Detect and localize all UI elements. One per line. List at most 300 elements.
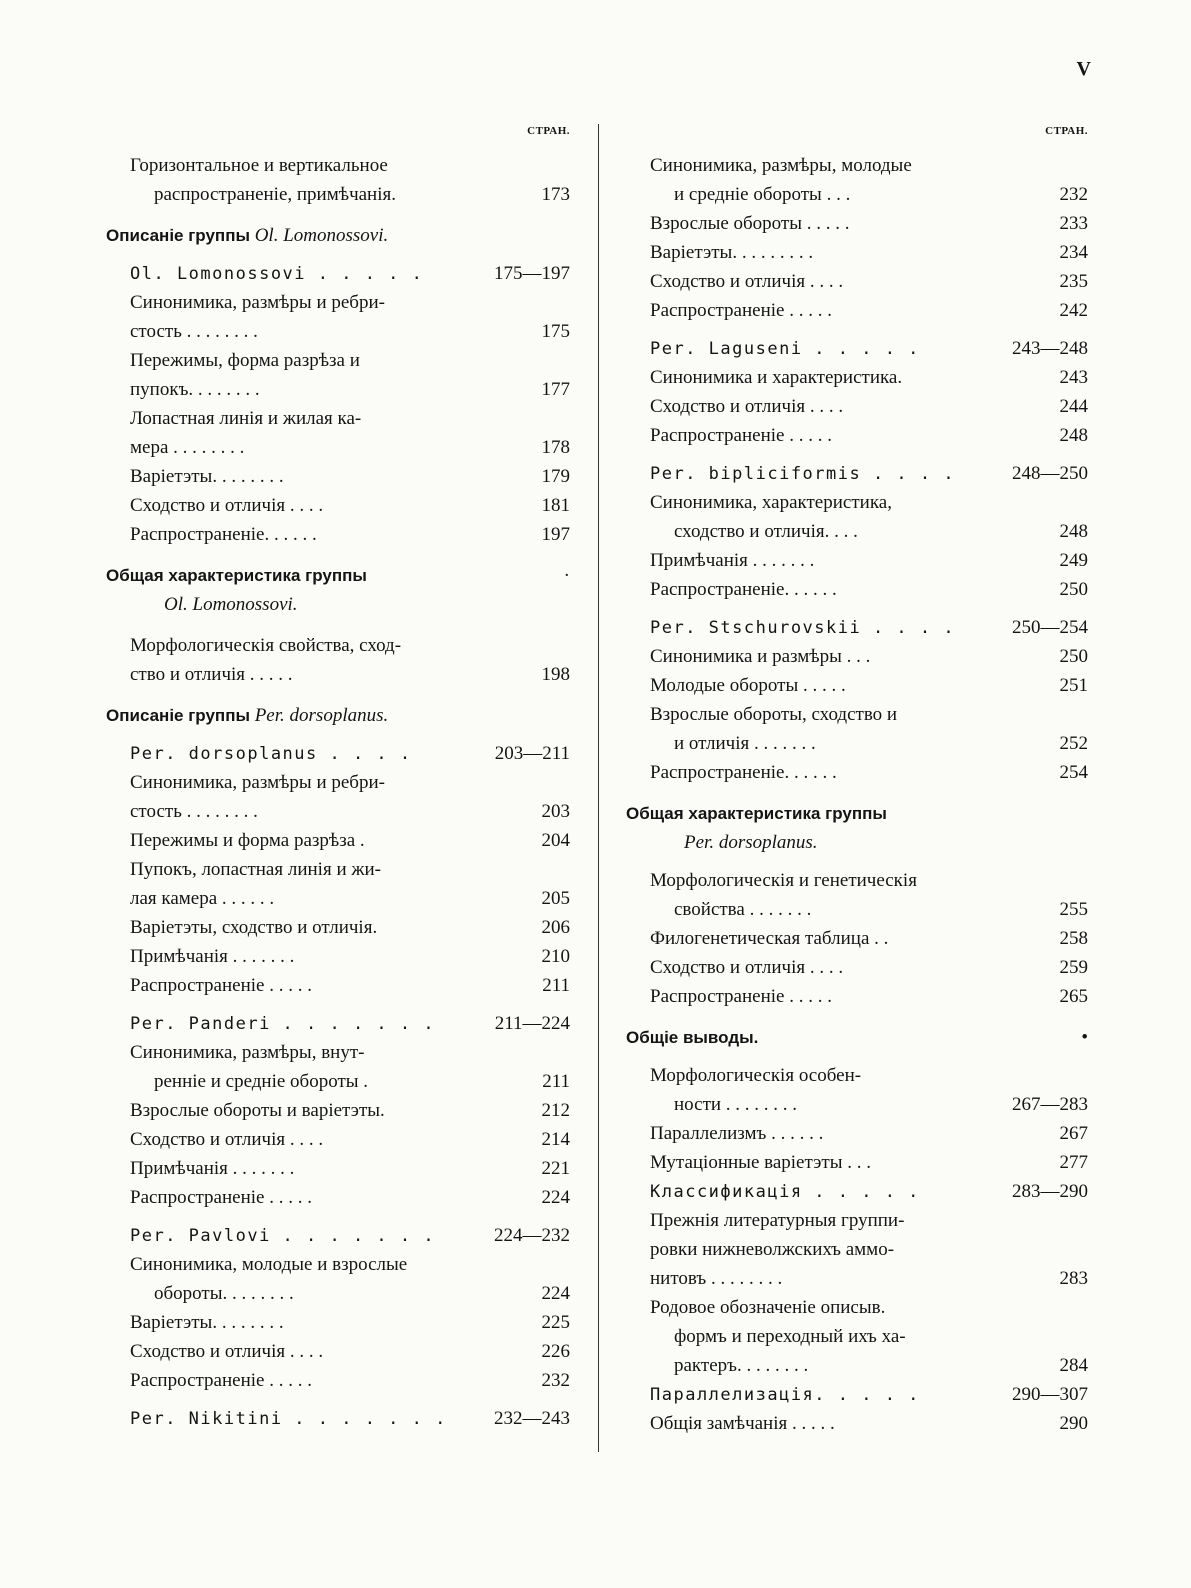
toc-entry-label: Синонимика и характеристика.: [650, 367, 903, 388]
page-number: 210: [541, 946, 570, 967]
section-heading: [106, 590, 570, 619]
toc-entry: [106, 346, 570, 375]
toc-entry-label: Распространеніе . . . . .: [130, 975, 312, 996]
toc-entry-text: [650, 895, 984, 924]
toc-entry: [106, 739, 570, 768]
toc-entry-text: [130, 1010, 466, 1039]
page-column-label: СТРАН.: [1045, 125, 1088, 137]
toc-entry-text: [130, 1067, 466, 1096]
toc-column-left: [106, 124, 570, 1433]
page-number: 277: [1059, 1152, 1088, 1173]
page-number: 249: [1059, 550, 1088, 571]
toc-entry-text: [650, 614, 984, 643]
toc-entry-label: Per. Stschurovskii . . . .: [650, 618, 956, 638]
section-heading: [626, 828, 1088, 857]
toc-entry-text: [650, 575, 984, 604]
toc-entry-text: [650, 1409, 984, 1438]
page-number: 283: [1059, 1268, 1088, 1289]
toc-entry-label: ровки нижневолжскихъ аммо-: [650, 1239, 895, 1260]
toc-entry-label: свойства . . . . . . .: [674, 899, 812, 920]
toc-entry-text: [650, 488, 984, 517]
toc-entry: [106, 1125, 570, 1154]
toc-entry-label: и отличія . . . . . . .: [674, 733, 816, 754]
toc-entry-label: сходство и отличія. . . .: [674, 521, 858, 542]
toc-entry-label: Синонимика и размѣры . . .: [650, 646, 871, 667]
toc-entry-text: [650, 180, 984, 209]
toc-entry: [626, 334, 1088, 363]
toc-entry: [106, 1183, 570, 1212]
toc-entry-text: [130, 631, 466, 660]
toc-entry-text: [130, 1308, 466, 1337]
toc-entry-label: ренніе и средніе обороты .: [154, 1071, 369, 1092]
toc-entry-text: [130, 1250, 466, 1279]
toc-entry: [106, 520, 570, 549]
toc-entry: [106, 1009, 570, 1038]
toc-entry-label: Морфологическія и генетическія: [650, 870, 917, 891]
toc-entry: [106, 491, 570, 520]
toc-entry-text: [650, 546, 984, 575]
toc-entry-label: Параллелизація. . . . .: [650, 1385, 920, 1405]
column-divider: [598, 124, 599, 1452]
toc-entry: [106, 259, 570, 288]
page-number: 233: [1059, 213, 1088, 234]
toc-entry: [626, 267, 1088, 296]
toc-entry-text: [650, 517, 984, 546]
page-number: 259: [1059, 957, 1088, 978]
toc-entry-label: стость . . . . . . . .: [130, 321, 258, 342]
toc-entry-label: Взрослые обороты, сходство и: [650, 704, 898, 725]
toc-entry-label: Per. Nikitini . . . . . . .: [130, 1409, 447, 1429]
toc-entry-text: [130, 433, 466, 462]
toc-entry-text: [130, 1038, 466, 1067]
toc-entry-text: [650, 1293, 984, 1322]
toc-entry-label: Описаніе группы: [106, 706, 255, 725]
toc-entry-text: [130, 1279, 466, 1308]
page-number: 214: [541, 1129, 570, 1150]
toc-entry-label: Per. Panderi . . . . . . .: [130, 1014, 436, 1034]
toc-entry: [626, 613, 1088, 642]
page-number: 250—254: [1012, 617, 1088, 638]
toc-entry-text: [650, 700, 984, 729]
page-number: 198: [541, 664, 570, 685]
toc-entry-label: Per. dorsoplanus . . . .: [130, 744, 412, 764]
toc-entry-label: Per. bipliciformis . . . .: [650, 464, 956, 484]
page-number: 226: [541, 1341, 570, 1362]
toc-entry-text: [130, 913, 466, 942]
toc-entry-text: [626, 1023, 984, 1052]
toc-entry: [626, 758, 1088, 787]
toc-entry: [106, 660, 570, 689]
page-number: •: [1081, 1027, 1088, 1048]
toc-entry-text: [650, 1264, 984, 1293]
toc-entry-text: [650, 671, 984, 700]
toc-entry: [626, 238, 1088, 267]
toc-entry-label: и средніе обороты . . .: [674, 184, 851, 205]
toc-entry: [626, 459, 1088, 488]
page-number: 235: [1059, 271, 1088, 292]
toc-entry-label: Сходство и отличія . . . .: [650, 957, 844, 978]
page-number: 211: [542, 975, 570, 996]
toc-entry-text: [650, 151, 984, 180]
toc-entry-text: [650, 1235, 984, 1264]
toc-entry: [106, 855, 570, 884]
toc-entry: [626, 1322, 1088, 1351]
toc-entry-label: Общая характеристика группы: [106, 566, 367, 585]
toc-entry: [106, 1250, 570, 1279]
toc-entry-label: Прежнія литературныя группи-: [650, 1210, 905, 1231]
spacer: [106, 1000, 570, 1009]
toc-entry-text: [650, 335, 984, 364]
toc-entry-text: [130, 462, 466, 491]
toc-entry-text: [650, 460, 984, 489]
page-number: 232: [541, 1370, 570, 1391]
section-heading: [626, 1023, 1088, 1052]
toc-entry-label: Пережимы и форма разрѣза .: [130, 830, 365, 851]
toc-entry-label: пупокъ. . . . . . . .: [130, 379, 260, 400]
toc-entry: [106, 768, 570, 797]
toc-column-right: [626, 124, 1088, 1438]
toc-entry-text: [650, 729, 984, 758]
toc-entry-label: лая камера . . . . . .: [130, 888, 275, 909]
toc-entry-text: [650, 1178, 984, 1207]
toc-entry: [106, 1337, 570, 1366]
toc-entry-label: Распространеніе. . . . . .: [650, 579, 837, 600]
toc-entry-label: обороты. . . . . . . .: [154, 1283, 294, 1304]
toc-entry-text: [650, 1148, 984, 1177]
toc-entry-text: [130, 520, 466, 549]
group-name: Per. dorsoplanus.: [254, 705, 389, 726]
toc-entry-text: [626, 828, 984, 857]
toc-entry-text: [130, 1366, 466, 1395]
toc-entry-label: Синонимика, характеристика,: [650, 492, 892, 513]
toc-entry: [106, 913, 570, 942]
toc-entry: [626, 1264, 1088, 1293]
spacer: [626, 604, 1088, 613]
toc-entry-text: [130, 942, 466, 971]
toc-entry: [626, 180, 1088, 209]
toc-entry: [626, 363, 1088, 392]
page-column-label: СТРАН.: [527, 125, 570, 137]
toc-entry-label: Взрослые обороты . . . . .: [650, 213, 850, 234]
toc-entry: [106, 151, 570, 180]
page-number: 211: [542, 1071, 570, 1092]
toc-entry-text: [650, 238, 984, 267]
toc-entry: [106, 1279, 570, 1308]
toc-entry-text: [650, 1206, 984, 1235]
spacer: [106, 619, 570, 631]
page-number: 175: [541, 321, 570, 342]
toc-entry: [106, 1154, 570, 1183]
toc-entry-label: Синонимика, размѣры, внут-: [130, 1042, 365, 1063]
toc-entry-label: Распространеніе. . . . . .: [130, 524, 317, 545]
toc-entry-text: [130, 855, 466, 884]
page-number: 284: [1059, 1355, 1088, 1376]
page-number: 258: [1059, 928, 1088, 949]
spacer: [106, 549, 570, 561]
spacer: [626, 857, 1088, 866]
toc-entry-text: [650, 392, 984, 421]
toc-entry-text: [130, 317, 466, 346]
toc-entry-text: [650, 363, 984, 392]
page-number: 197: [541, 524, 570, 545]
page-number: 267: [1059, 1123, 1088, 1144]
toc-entry-text: [650, 953, 984, 982]
toc-entry-label: Мутаціонные варіетэты . . .: [650, 1152, 871, 1173]
toc-entry-text: [130, 404, 466, 433]
toc-entry-text: [650, 1119, 984, 1148]
toc-entry: [626, 1148, 1088, 1177]
page-number: 250: [1059, 646, 1088, 667]
page-number: 221: [541, 1158, 570, 1179]
toc-entry-text: [130, 288, 466, 317]
toc-entry-label: Сходство и отличія . . . .: [130, 1341, 324, 1362]
toc-entry-label: Сходство и отличія . . . .: [130, 495, 324, 516]
toc-entry-label: Синонимика, размѣры и ребри-: [130, 772, 385, 793]
toc-entry: [106, 1308, 570, 1337]
toc-entry-label: Пережимы, форма разрѣза и: [130, 350, 360, 371]
toc-entry: [106, 884, 570, 913]
toc-entry: [106, 180, 570, 209]
page-number: 178: [541, 437, 570, 458]
toc-entry-label: Пупокъ, лопастная линія и жи-: [130, 859, 381, 880]
page-number: 243—248: [1012, 338, 1088, 359]
toc-entry-text: [130, 768, 466, 797]
toc-entry-text: [626, 799, 984, 828]
toc-entry: [626, 866, 1088, 895]
toc-entry: [626, 151, 1088, 180]
toc-entry: [106, 462, 570, 491]
toc-entry-text: [650, 1381, 984, 1410]
spacer: [626, 787, 1088, 799]
page-number: 252: [1059, 733, 1088, 754]
page-number: 248—250: [1012, 463, 1088, 484]
toc-entry: [626, 209, 1088, 238]
toc-entry: [626, 729, 1088, 758]
spacer: [106, 1212, 570, 1221]
toc-entry: [626, 1119, 1088, 1148]
toc-entry-text: [130, 660, 466, 689]
toc-entry-text: [130, 1405, 466, 1434]
toc-entry: [626, 546, 1088, 575]
page-number: 203—211: [494, 743, 570, 764]
spacer: [626, 1011, 1088, 1023]
page-number: 255: [1059, 899, 1088, 920]
page-number: 265: [1059, 986, 1088, 1007]
toc-entry: [626, 1206, 1088, 1235]
toc-entry-text: [130, 180, 466, 209]
page-number: 243: [1059, 367, 1088, 388]
toc-entry-label: Распространеніе. . . . . .: [650, 762, 837, 783]
toc-entry-label: Родовое обозначеніе описыв.: [650, 1297, 886, 1318]
toc-entry-text: [130, 260, 466, 289]
toc-entry: [626, 1177, 1088, 1206]
page-folio: V: [1076, 58, 1091, 80]
toc-entry-text: [650, 1351, 984, 1380]
toc-entry-text: [130, 1222, 466, 1251]
toc-entry-label: Per. Pavlovi . . . . . . .: [130, 1226, 436, 1246]
toc-entry: [626, 1235, 1088, 1264]
toc-entry-text: [650, 1061, 984, 1090]
toc-entry: [106, 1221, 570, 1250]
toc-entry: [626, 1061, 1088, 1090]
page-number: 224: [541, 1187, 570, 1208]
toc-entry-text: [650, 209, 984, 238]
toc-entry-text: [650, 758, 984, 787]
toc-entry-label: Примѣчанія . . . . . . .: [130, 946, 295, 967]
toc-entry-label: Варіетэты. . . . . . . . .: [650, 242, 814, 263]
page-number: 254: [1059, 762, 1088, 783]
toc-entry-label: Синонимика, размѣры, молодые: [650, 155, 912, 176]
page-number: ·: [563, 565, 570, 586]
toc-entry-label: Сходство и отличія . . . .: [650, 396, 844, 417]
toc-entry-label: Ol. Lomonossovi.: [164, 594, 298, 615]
toc-entry-text: [130, 1125, 466, 1154]
page-number: 251: [1059, 675, 1088, 696]
toc-entry-text: [650, 1090, 984, 1119]
section-heading: [626, 799, 1088, 828]
spacer: [626, 325, 1088, 334]
toc-entry-label: Варіетэты. . . . . . . .: [130, 466, 284, 487]
toc-entry-text: [650, 421, 984, 450]
page-number: 224: [541, 1283, 570, 1304]
page-number: 225: [541, 1312, 570, 1333]
toc-entry-label: Ol. Lomonossovi . . . . .: [130, 264, 424, 284]
toc-entry-label: Распространеніе . . . . .: [650, 425, 832, 446]
toc-entry-text: [130, 797, 466, 826]
toc-entry-text: [130, 1183, 466, 1212]
toc-entry-label: рактеръ. . . . . . . .: [674, 1355, 809, 1376]
page-number: 175—197: [494, 263, 570, 284]
toc-entry: [626, 895, 1088, 924]
spacer: [106, 209, 570, 221]
spacer: [106, 689, 570, 701]
toc-entry-label: Распространеніе . . . . .: [650, 986, 832, 1007]
toc-entry-label: мера . . . . . . . .: [130, 437, 245, 458]
toc-entry: [626, 392, 1088, 421]
spacer: [106, 730, 570, 739]
page-number: 248: [1059, 521, 1088, 542]
toc-entry: [626, 421, 1088, 450]
page-number: 224—232: [494, 1225, 570, 1246]
toc-entry: [626, 1351, 1088, 1380]
toc-entry: [106, 433, 570, 462]
section-heading: [106, 701, 570, 730]
toc-entry-text: [106, 561, 466, 590]
toc-entry-text: [650, 1322, 984, 1351]
toc-entry-text: [130, 491, 466, 520]
toc-entry: [626, 700, 1088, 729]
toc-entry-label: Описаніе группы: [106, 226, 255, 245]
toc-entry-text: [106, 221, 466, 250]
toc-entry: [626, 953, 1088, 982]
page-number: 211—224: [494, 1013, 570, 1034]
group-name: Ol. Lomonossovi.: [254, 225, 389, 246]
toc-entry-label: формъ и переходный ихъ ха-: [674, 1326, 906, 1347]
section-heading: [106, 561, 570, 590]
toc-entry: [106, 288, 570, 317]
page-number: 242: [1059, 300, 1088, 321]
toc-entry-text: [650, 924, 984, 953]
spacer: [626, 450, 1088, 459]
toc-entry-text: [650, 866, 984, 895]
toc-entry-text: [650, 267, 984, 296]
toc-entry-label: Филогенетическая таблица . .: [650, 928, 889, 949]
page-number: 177: [541, 379, 570, 400]
page-number: 181: [541, 495, 570, 516]
toc-entry-text: [106, 590, 466, 619]
toc-entry: [106, 404, 570, 433]
toc-entry-label: Варіетэты. . . . . . . .: [130, 1312, 284, 1333]
page-number: 204: [541, 830, 570, 851]
toc-entry: [626, 671, 1088, 700]
toc-entry: [626, 488, 1088, 517]
toc-entry: [626, 1090, 1088, 1119]
page-number: 179: [541, 466, 570, 487]
toc-entry-label: Лопастная линія и жилая ка-: [130, 408, 362, 429]
toc-entry-label: Параллелизмъ . . . . . .: [650, 1123, 824, 1144]
toc-entry-text: [130, 1337, 466, 1366]
toc-entry: [106, 1366, 570, 1395]
spacer: [106, 250, 570, 259]
toc-entry-label: распространеніе, примѣчанія.: [154, 184, 396, 205]
toc-entry: [106, 1038, 570, 1067]
toc-entry-text: [130, 346, 466, 375]
toc-entry-label: Молодые обороты . . . . .: [650, 675, 846, 696]
page-number: 244: [1059, 396, 1088, 417]
toc-entry-label: Синонимика, размѣры и ребри-: [130, 292, 385, 313]
toc-entry-label: Per. dorsoplanus.: [684, 832, 818, 853]
page-number: 205: [541, 888, 570, 909]
toc-entry: [106, 1404, 570, 1433]
toc-entry-label: Горизонтальное и вертикальное: [130, 155, 388, 176]
toc-entry-text: [130, 1154, 466, 1183]
toc-entry: [106, 826, 570, 855]
toc-entry: [106, 942, 570, 971]
page-number: 206: [541, 917, 570, 938]
toc-entry-text: [650, 642, 984, 671]
toc-entry-label: Морфологическія свойства, сход-: [130, 635, 402, 656]
toc-entry-text: [130, 884, 466, 913]
toc-entry-label: Морфологическія особен-: [650, 1065, 862, 1086]
toc-entry-text: [650, 982, 984, 1011]
toc-entry: [106, 971, 570, 1000]
toc-entry-text: [130, 971, 466, 1000]
spacer: [106, 1395, 570, 1404]
toc-entry: [106, 1096, 570, 1125]
toc-entry-label: Взрослые обороты и варіетэты.: [130, 1100, 385, 1121]
toc-entry: [626, 982, 1088, 1011]
page-number: 212: [541, 1100, 570, 1121]
toc-entry: [626, 296, 1088, 325]
toc-entry-text: [130, 375, 466, 404]
toc-entry-text: [130, 826, 466, 855]
page-number: 203: [541, 801, 570, 822]
toc-entry-label: ство и отличія . . . . .: [130, 664, 293, 685]
toc-entry: [626, 517, 1088, 546]
page-number: 290—307: [1012, 1384, 1088, 1405]
page-number: 232: [1059, 184, 1088, 205]
toc-entry-label: Распространеніе . . . . .: [650, 300, 832, 321]
toc-entry-label: Классификація . . . . .: [650, 1182, 920, 1202]
toc-entry-label: Общая характеристика группы: [626, 804, 887, 823]
toc-entry-label: ности . . . . . . . .: [674, 1094, 798, 1115]
toc-entry-text: [130, 151, 466, 180]
toc-entry-text: [106, 701, 466, 730]
page-number: 283—290: [1012, 1181, 1088, 1202]
toc-entry: [626, 642, 1088, 671]
toc-entry: [106, 1067, 570, 1096]
toc-entry-label: Варіетэты, сходство и отличія.: [130, 917, 378, 938]
